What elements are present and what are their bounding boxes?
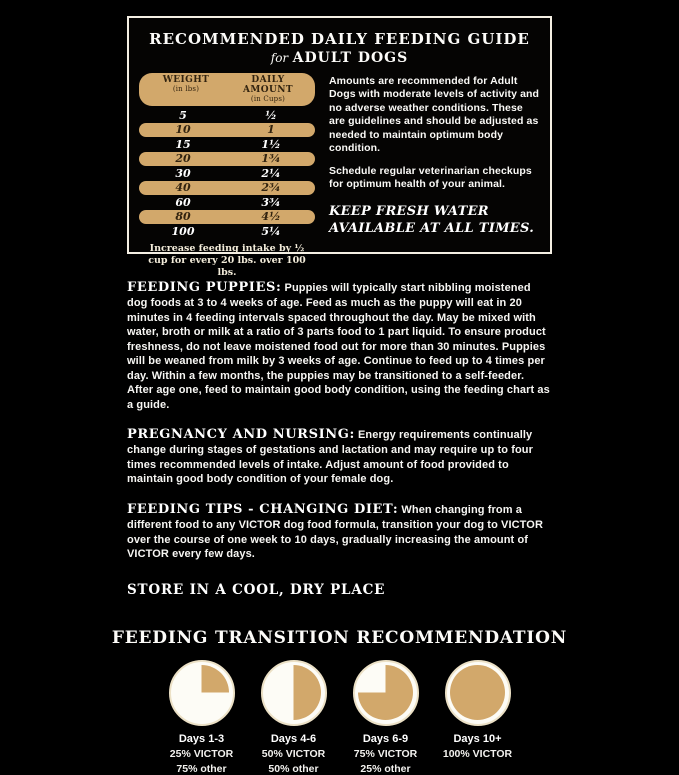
- transition-step-days-10-plus: [439, 660, 516, 775]
- pie-chart-25-percent: [169, 660, 235, 726]
- amount-column-unit: (in Cups): [250, 94, 286, 103]
- weight-column-header: WEIGHT (in lbs): [145, 76, 227, 103]
- daily-feeding-guide-box: [127, 16, 552, 279]
- storage-notice: STORE IN A COOL, DRY PLACE: [127, 581, 386, 598]
- step-label: Days 4-6: [270, 732, 317, 745]
- pie-chart-75-percent: [353, 660, 419, 726]
- guide-subtitle-prefix: for: [270, 51, 289, 65]
- feeding-transition-section: [0, 628, 679, 775]
- step-victor-pct: 100% VICTOR: [442, 747, 513, 760]
- table-footnote: Increase feeding intake by ½ cup for every 20 lbs. over 100 lbs.: [148, 243, 306, 279]
- step-label: Days 1-3: [178, 732, 225, 745]
- step-victor-pct: 75% VICTOR: [353, 747, 418, 760]
- table-row: 10 1: [139, 123, 315, 137]
- guide-title: RECOMMENDED DAILY FEEDING GUIDE: [149, 30, 530, 48]
- guide-subtitle: [139, 50, 540, 66]
- section-heading: FEEDING PUPPIES:: [127, 280, 282, 295]
- step-victor-pct: 25% VICTOR: [169, 747, 234, 760]
- guide-subtitle-audience: ADULT DOGS: [292, 50, 409, 66]
- table-row: 15 1½: [175, 137, 281, 151]
- transition-step-days-4-6: [255, 660, 332, 775]
- pie-chart-50-percent: [261, 660, 327, 726]
- transition-step-days-1-3: [163, 660, 240, 775]
- pie-chart-100-percent: [445, 660, 511, 726]
- note-activity: Amounts are recommended for Adult Dogs with moderate levels of activity and no adverse weather conditions. These are guidelines and should be adjusted as needed to maintain optimum body condition.: [329, 75, 540, 155]
- section-body: Energy requirements continually change during stages of gestations and lactation and may require up to four times recommended levels of intake. Adjust amount of food provided to maintain good body condition of your female dog.: [127, 429, 533, 486]
- feeding-table-header: [139, 73, 315, 106]
- table-row: 30 2¼: [175, 166, 281, 180]
- section-body: When changing from a different food to any VICTOR dog food formula, transition your dog to VICTOR over the course of one week to 10 days, gradually increasing the amount of VICTOR every few days.: [127, 503, 544, 561]
- section-heading: FEEDING TIPS - CHANGING DIET:: [127, 501, 399, 517]
- section-heading: PREGNANCY AND NURSING:: [127, 427, 355, 443]
- table-row: 40 2¾: [139, 181, 315, 195]
- note-veterinarian: Schedule regular veterinarian checkups for optimum health of your animal.: [329, 164, 532, 191]
- fresh-water-notice: KEEP FRESH WATER AVAILABLE AT ALL TIMES.: [329, 203, 535, 237]
- section-feeding-puppies: [127, 279, 552, 412]
- table-row: 80 4½: [139, 210, 315, 224]
- section-feeding-tips: [127, 501, 552, 562]
- feeding-table-rows: [139, 108, 315, 238]
- step-other-pct: 75% other: [176, 762, 227, 775]
- weight-column-unit: (in lbs): [172, 84, 200, 93]
- table-row: 60 3¾: [175, 195, 281, 209]
- transition-title: FEEDING TRANSITION RECOMMENDATION: [111, 627, 568, 648]
- table-row: 20 1¾: [139, 152, 315, 166]
- section-body: Puppies will typically start nibbling moistened dog foods at 3 to 4 weeks of age. Feed as much as the puppy will eat in 20 minutes in 4 feeding intervals spaced throughout the day. May be mixed with water, broth or milk at a ratio of 3 parts food to 1 part liquid. To ensure product freshness, do not leave moistened food out for more than 30 minutes. Puppies will be weaned from milk by 3 weeks of age. Continue to feed up to 4 times per day. Within a few months, the puppies may be transitioned to a self-feeder. After age one, feed to maintain good body condition, using the feeding chart as a guide.: [127, 282, 550, 411]
- step-other-pct: 25% other: [360, 762, 411, 775]
- amount-column-header: DAILY AMOUNT (in Cups): [227, 76, 309, 103]
- section-pregnancy-nursing: [127, 426, 552, 487]
- step-label: Days 10+: [453, 732, 502, 745]
- transition-steps: [0, 660, 679, 775]
- table-row: 100 5¼: [171, 224, 281, 238]
- step-label: Days 6-9: [362, 732, 409, 745]
- feeding-table: [139, 73, 315, 279]
- step-other-pct: 50% other: [268, 762, 319, 775]
- step-victor-pct: 50% VICTOR: [261, 747, 326, 760]
- info-sections: [127, 279, 552, 598]
- table-row: 5 ½: [179, 108, 277, 122]
- transition-step-days-6-9: [347, 660, 424, 775]
- guide-notes: [315, 73, 540, 279]
